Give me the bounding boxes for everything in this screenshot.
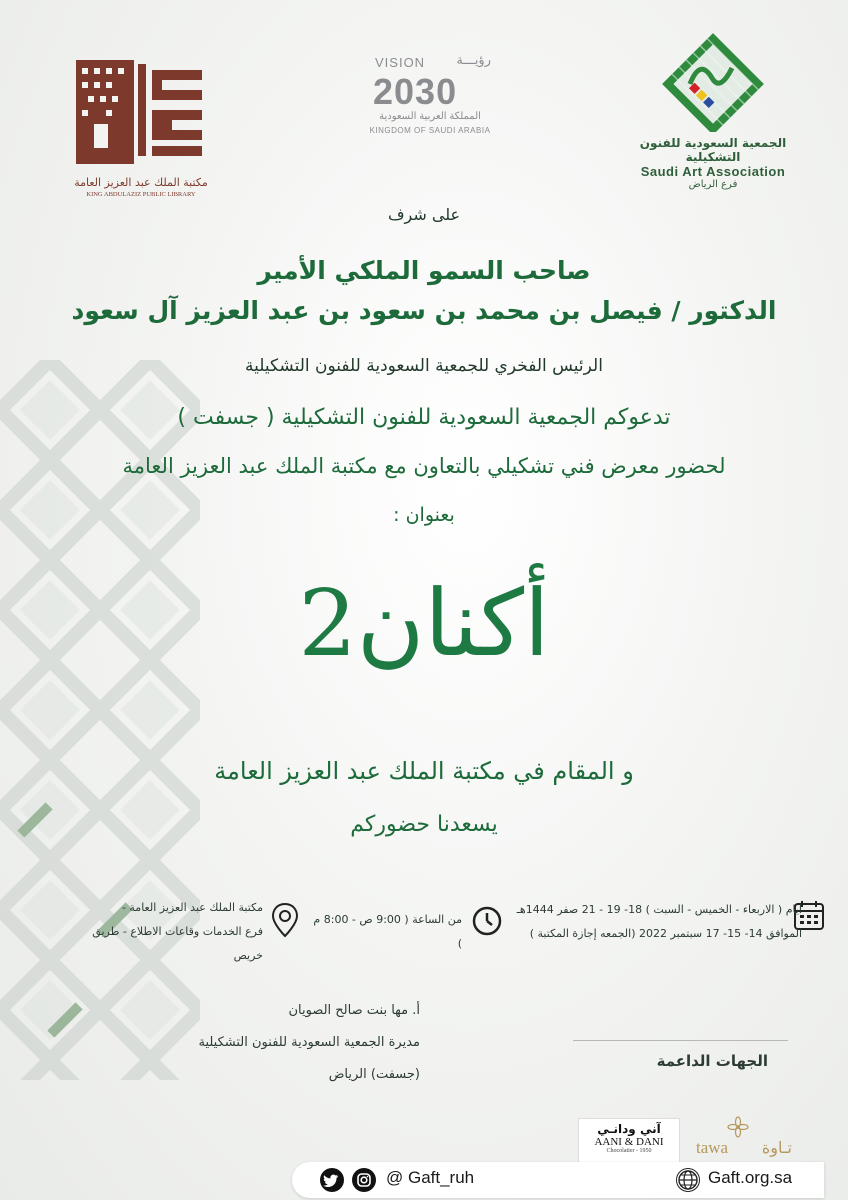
vision-title-ar: رؤيـــة — [456, 53, 491, 68]
library-mark-icon — [66, 50, 216, 170]
instagram-icon[interactable] — [352, 1168, 376, 1192]
director-role: مديرة الجمعية السعودية للفنون التشكيلية — [198, 1035, 420, 1050]
honorary-president: الرئيس الفخري للجمعية السعودية للفنون التشكيلية — [245, 356, 603, 376]
saa-english-name: Saudi Art Association — [640, 164, 786, 179]
tawa-arabic: تـاوة — [761, 1138, 792, 1157]
social-handle[interactable]: @ Gaft_ruh — [386, 1168, 475, 1187]
attend-line: لحضور معرض فني تشكيلي بالتعاون مع مكتبة الملك عبد العزيز العامة — [122, 454, 726, 478]
exhibition-title: أكنان2 — [298, 570, 550, 677]
globe-icon — [676, 1168, 700, 1192]
clock-icon — [470, 904, 504, 938]
saa-mark-icon — [618, 32, 808, 132]
aani-english: AANI & DANI — [594, 1136, 664, 1148]
event-dates — [472, 898, 802, 946]
vision-2030-logo — [365, 55, 495, 140]
twitter-icon[interactable] — [320, 1168, 344, 1192]
prince-name: الدكتور / فيصل بن محمد بن سعود بن عبد العزيز آل سعود — [71, 296, 777, 325]
welcome-line: يسعدنا حضوركم — [350, 812, 498, 837]
event-hours: من الساعة ( 9:00 ص - 8:00 م ) — [313, 913, 462, 950]
location-icon — [270, 902, 300, 940]
event-location — [73, 896, 263, 968]
invitation-line: تدعوكم الجمعية السعودية للفنون التشكيلية ( جسفت ) — [177, 405, 671, 430]
library-english-name: KING ABDULAZIZ PUBLIC LIBRARY — [86, 191, 196, 198]
library-logo — [66, 50, 216, 196]
title-label: بعنوان : — [393, 504, 455, 526]
under-patronage: على شرف — [387, 205, 461, 224]
website-link[interactable]: Gaft.org.sa — [708, 1168, 793, 1187]
director-branch: (جسفت) الرياض — [328, 1067, 420, 1082]
supporters-divider — [573, 1040, 788, 1041]
dates-line2: الموافق 14- 15- 17 سبتمبر 2022 (الجمعه إجازة المكتبة ) — [529, 927, 802, 940]
director-signature — [170, 995, 420, 1091]
dates-line1: ايام ( الاربعاء - الخميس - السبت ) 18- 19 - 21 صفر 1444هـ — [516, 903, 802, 916]
venue-line: و المقام في مكتبة الملك عبد العزيز العامة — [214, 757, 634, 785]
location-line2: فرع الخدمات وقاعات الاطلاع - طريق خريص — [92, 925, 263, 962]
library-arabic-name: مكتبة الملك عبد العزيز العامة — [74, 176, 208, 189]
prince-title: صاحب السمو الملكي الأمير — [257, 256, 591, 285]
saa-logo — [618, 32, 808, 190]
vision-year: 2030 — [373, 71, 458, 112]
aani-arabic: آني ودانـي — [597, 1122, 661, 1136]
vision-country-ar: المملكة العربية السعودية — [379, 111, 481, 122]
tawa-flower-icon — [690, 1116, 800, 1138]
supporters-label: الجهات الداعمة — [656, 1052, 768, 1070]
saa-arabic-name: الجمعية السعودية للفنون التشكيلية — [639, 136, 787, 164]
director-name: أ. مها بنت صالح الصويان — [288, 1003, 420, 1018]
vision-country-en: KINGDOM OF SAUDI ARABIA — [369, 126, 491, 135]
tawa-english: tawa — [696, 1138, 729, 1157]
sponsor-aani-dani-logo — [578, 1118, 680, 1164]
saa-branch: فرع الرياض — [688, 179, 738, 190]
aani-sub: Chocolatier - 1950 — [606, 1148, 652, 1154]
location-line1: مكتبة الملك عبد العزيز العامة - — [121, 901, 263, 914]
vision-title: VISION — [375, 55, 426, 70]
sponsor-tawa-logo — [690, 1116, 800, 1166]
